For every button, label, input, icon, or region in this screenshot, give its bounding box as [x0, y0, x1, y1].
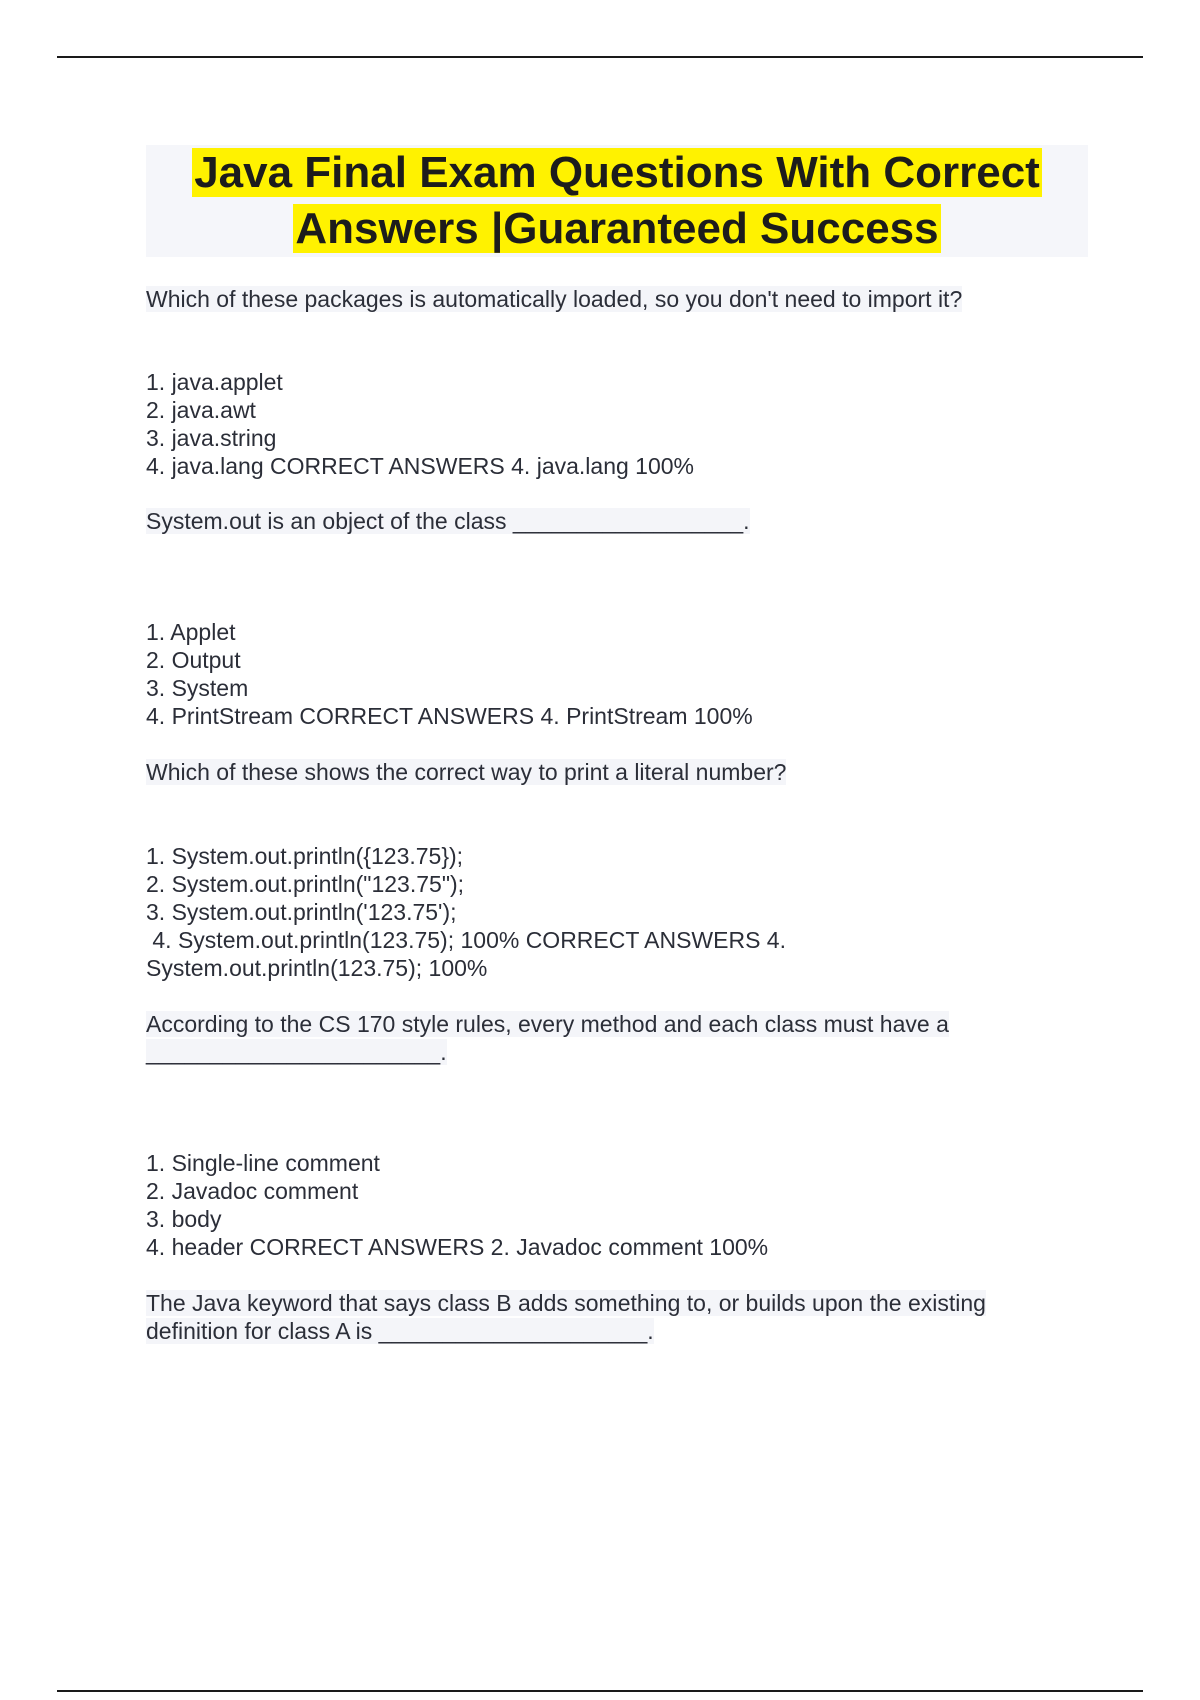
- option: 2. System.out.println("123.75");: [146, 871, 465, 897]
- option: 1. Applet: [146, 619, 236, 645]
- option: 1. System.out.println({123.75});: [146, 843, 464, 869]
- question-3-options: [146, 842, 1046, 982]
- option: 2. java.awt: [146, 397, 256, 423]
- question-2-options: [146, 618, 1046, 730]
- question-2-text: System.out is an object of the class __________________.: [146, 508, 750, 534]
- document-title: [146, 145, 1088, 257]
- top-rule: [57, 56, 1143, 58]
- question-1-text: Which of these packages is automatically loaded, so you don't need to import it?: [146, 286, 963, 312]
- option: 2. Javadoc comment: [146, 1178, 359, 1204]
- question-4-options: [146, 1149, 1046, 1261]
- question-3: [146, 758, 1046, 786]
- option: 1. Single-line comment: [146, 1150, 380, 1176]
- question-5-text-line-2: definition for class A is _____________________.: [146, 1318, 654, 1344]
- answer-option: 4. System.out.println(123.75); 100% CORRECT ANSWERS 4.: [146, 927, 786, 953]
- answer-option: 4. header CORRECT ANSWERS 2. Javadoc comment 100%: [146, 1234, 769, 1260]
- question-3-text: Which of these shows the correct way to print a literal number?: [146, 759, 787, 785]
- question-5-text-line-1: The Java keyword that says class B adds something to, or builds upon the existing: [146, 1290, 986, 1316]
- option: 3. System: [146, 675, 249, 701]
- question-4: [146, 1010, 1046, 1066]
- question-1: [146, 285, 1046, 313]
- option: 3. body: [146, 1206, 222, 1232]
- answer-option-continued: System.out.println(123.75); 100%: [146, 955, 488, 981]
- question-2: [146, 507, 1046, 535]
- answer-option: 4. PrintStream CORRECT ANSWERS 4. PrintStream 100%: [146, 703, 753, 729]
- option: 2. Output: [146, 647, 241, 673]
- question-4-text-line-1: According to the CS 170 style rules, every method and each class must have a: [146, 1011, 949, 1037]
- title-line-2: Answers |Guaranteed Success: [295, 204, 939, 253]
- question-5: [146, 1289, 1046, 1345]
- question-4-text-line-2: _______________________.: [146, 1039, 447, 1065]
- answer-option: 4. java.lang CORRECT ANSWERS 4. java.lang 100%: [146, 453, 694, 479]
- bottom-rule: [57, 1690, 1143, 1692]
- option: 1. java.applet: [146, 369, 283, 395]
- title-line-1: Java Final Exam Questions With Correct: [194, 148, 1040, 197]
- option: 3. java.string: [146, 425, 277, 451]
- question-1-options: [146, 368, 1046, 480]
- option: 3. System.out.println('123.75');: [146, 899, 457, 925]
